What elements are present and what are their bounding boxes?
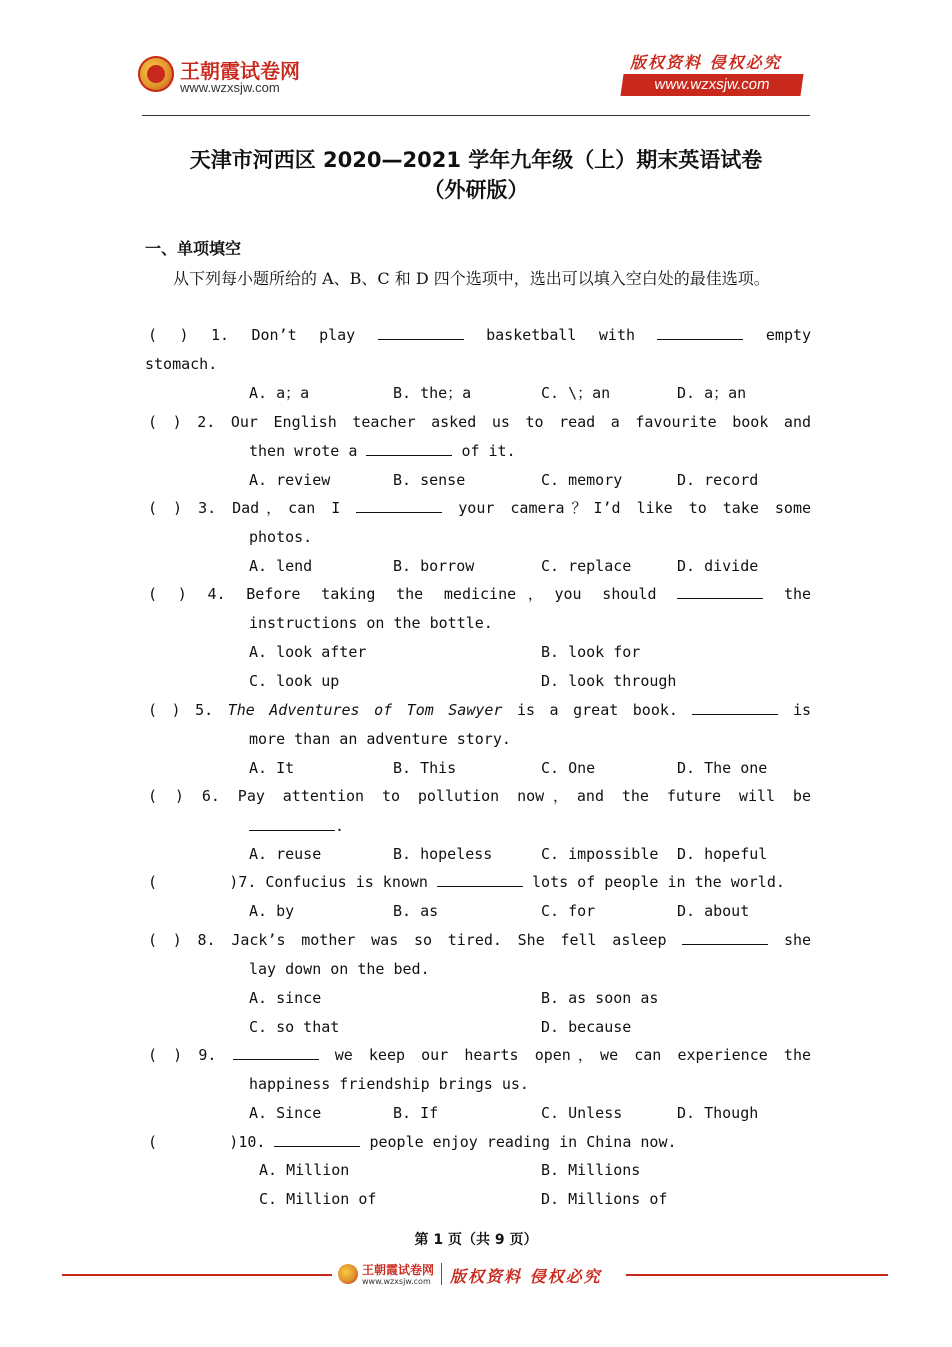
- option-b: B. If: [393, 1104, 439, 1122]
- question-text: .: [335, 817, 345, 835]
- question-number: 6.: [201, 787, 220, 805]
- page-number: 第 1 页（共 9 页）: [414, 1232, 538, 1248]
- footer-slogan: 版权资料 侵权必究: [450, 1267, 602, 1286]
- footer-separator: [441, 1263, 442, 1285]
- footer-brand-name: 王朝霞试卷网: [362, 1263, 435, 1277]
- question-5-cont: more than an adventure story.: [249, 730, 511, 748]
- option-d: D. divide: [677, 557, 759, 575]
- footer-rule-right: [626, 1274, 888, 1276]
- question-2: [148, 408, 811, 437]
- answer-paren: ( ): [148, 499, 183, 517]
- answer-blank: [437, 872, 523, 887]
- option-d: D. about: [677, 902, 750, 920]
- question-text: Confucius is known: [265, 873, 428, 891]
- answer-blank: [692, 700, 778, 715]
- option-b: B. look for: [541, 643, 641, 661]
- option-d: D. look through: [541, 672, 677, 690]
- page-header: [0, 0, 952, 120]
- option-d: D. The one: [677, 759, 768, 777]
- question-number: 1.: [210, 326, 230, 344]
- question-text: lots of people in the world.: [532, 873, 785, 891]
- answer-paren: ( ): [148, 1133, 239, 1151]
- option-d: D. a；an: [677, 384, 747, 402]
- brand-url: www.wzxsjw.com: [180, 80, 280, 95]
- option-a: A. reuse: [249, 845, 322, 863]
- answer-paren: ( ): [148, 701, 181, 719]
- answer-paren: ( ): [148, 787, 184, 805]
- answer-blank: [249, 816, 335, 831]
- option-b: B. This: [393, 759, 457, 777]
- option-c: C. impossible: [541, 845, 659, 863]
- option-c: C. \；an: [541, 384, 611, 402]
- option-b: B. as: [393, 902, 439, 920]
- question-6: [148, 782, 811, 811]
- option-d: D. hopeful: [677, 845, 768, 863]
- option-a: A. by: [249, 902, 295, 920]
- answer-paren: ( ): [148, 931, 182, 949]
- question-number: 3.: [198, 499, 217, 517]
- question-3-cont: photos.: [249, 528, 313, 546]
- option-a: A. Million: [259, 1161, 350, 1179]
- option-d: D. Millions of: [541, 1190, 668, 1208]
- option-a: A. since: [249, 989, 322, 1007]
- option-a: A. Since: [249, 1104, 322, 1122]
- footer-brand-url: www.wzxsjw.com: [362, 1277, 431, 1286]
- copyright-slogan: 版权资料 侵权必究: [630, 53, 782, 72]
- header-divider: [142, 115, 810, 116]
- option-a: A. It: [249, 759, 295, 777]
- option-b: B. the；a: [393, 384, 472, 402]
- question-number: 8.: [197, 931, 216, 949]
- option-c: C. replace: [541, 557, 632, 575]
- question-text: of it.: [461, 442, 516, 460]
- option-b: B. borrow: [393, 557, 475, 575]
- question-1-cont: stomach.: [145, 355, 218, 373]
- question-9: [148, 1041, 811, 1070]
- answer-blank: [682, 930, 768, 945]
- question-text: then wrote a: [249, 442, 358, 460]
- question-number: 7.: [238, 873, 257, 891]
- section-heading: 一、单项填空: [145, 239, 242, 258]
- option-c: C. One: [541, 759, 596, 777]
- book-title: The Adventures of Tom Sawyer: [227, 701, 503, 719]
- question-1: [148, 321, 811, 350]
- document-title: [0, 145, 952, 205]
- title-line-1: 天津市河西区 2020—2021 学年九年级（上）期末英语试卷: [189, 148, 763, 172]
- option-a: A. lend: [249, 557, 313, 575]
- option-b: B. as soon as: [541, 989, 659, 1007]
- option-b: B. Millions: [541, 1161, 641, 1179]
- option-c: C. for: [541, 902, 596, 920]
- question-4-cont: instructions on the bottle.: [249, 614, 493, 632]
- question-text: your camera？I’d like to take some: [458, 499, 812, 517]
- answer-blank: [657, 325, 743, 340]
- question-text: Our English teacher asked us to read a favourite book and: [230, 413, 812, 431]
- option-c: C. so that: [249, 1018, 340, 1036]
- url-badge: www.wzxsjw.com: [620, 74, 803, 96]
- question-text: is a great book.: [516, 701, 678, 719]
- question-text: Pay attention to pollution now，and the future will be: [237, 787, 811, 805]
- question-number: 4.: [207, 585, 226, 603]
- question-text: we keep our hearts open，we can experience the: [334, 1046, 812, 1064]
- question-text: Jack’s mother was so tired. She fell asleep: [231, 931, 667, 949]
- question-2-cont: [249, 437, 516, 466]
- option-a: A. a；a: [249, 384, 310, 402]
- option-c: C. look up: [249, 672, 340, 690]
- option-a: A. review: [249, 471, 331, 489]
- title-line-2: （外研版）: [423, 178, 529, 202]
- brand-logo-icon: [138, 56, 174, 92]
- section-instruction: 从下列每小题所给的 A、B、C 和 D 四个选项中，选出可以填入空白处的最佳选项。: [173, 269, 770, 288]
- question-number: 5.: [195, 701, 214, 719]
- question-4: [148, 580, 811, 609]
- option-a: A. look after: [249, 643, 367, 661]
- answer-blank: [233, 1045, 319, 1060]
- question-text: empty: [765, 326, 812, 344]
- answer-paren: ( ): [148, 585, 187, 603]
- question-9-cont: happiness friendship brings us.: [249, 1075, 529, 1093]
- question-7: [148, 868, 785, 897]
- question-8: [148, 926, 811, 955]
- answer-blank: [366, 441, 452, 456]
- question-number: 9.: [198, 1046, 217, 1064]
- option-c: C. Million of: [259, 1190, 377, 1208]
- question-text: basketball with: [486, 326, 635, 344]
- question-10: [148, 1128, 677, 1157]
- answer-blank: [378, 325, 464, 340]
- answer-paren: ( ): [148, 326, 189, 344]
- question-text: is: [792, 701, 812, 719]
- answer-paren: ( ): [148, 1046, 183, 1064]
- question-text: people enjoy reading in China now.: [369, 1133, 677, 1151]
- question-5: [148, 696, 811, 725]
- option-b: B. hopeless: [393, 845, 493, 863]
- question-6-cont: [249, 812, 344, 841]
- question-number: 10.: [238, 1133, 266, 1151]
- answer-blank: [677, 584, 763, 599]
- question-3: [148, 494, 811, 523]
- option-d: D. record: [677, 471, 759, 489]
- answer-paren: ( ): [148, 873, 239, 891]
- answer-blank: [274, 1132, 360, 1147]
- option-d: D. because: [541, 1018, 632, 1036]
- question-text: Before taking the medicine，you should: [246, 585, 657, 603]
- answer-paren: ( ): [148, 413, 182, 431]
- option-d: D. Though: [677, 1104, 759, 1122]
- answer-blank: [356, 498, 442, 513]
- question-text: she: [783, 931, 812, 949]
- option-c: C. Unless: [541, 1104, 623, 1122]
- option-c: C. memory: [541, 471, 623, 489]
- question-text: Don’t play: [251, 326, 356, 344]
- question-number: 2.: [197, 413, 216, 431]
- footer-rule-left: [62, 1274, 332, 1276]
- brand-name: 王朝霞试卷网: [180, 59, 300, 83]
- question-text: the: [783, 585, 812, 603]
- question-text: Dad，can I: [232, 499, 341, 517]
- footer-logo-icon: [338, 1264, 358, 1284]
- question-8-cont: lay down on the bed.: [249, 960, 430, 978]
- option-b: B. sense: [393, 471, 466, 489]
